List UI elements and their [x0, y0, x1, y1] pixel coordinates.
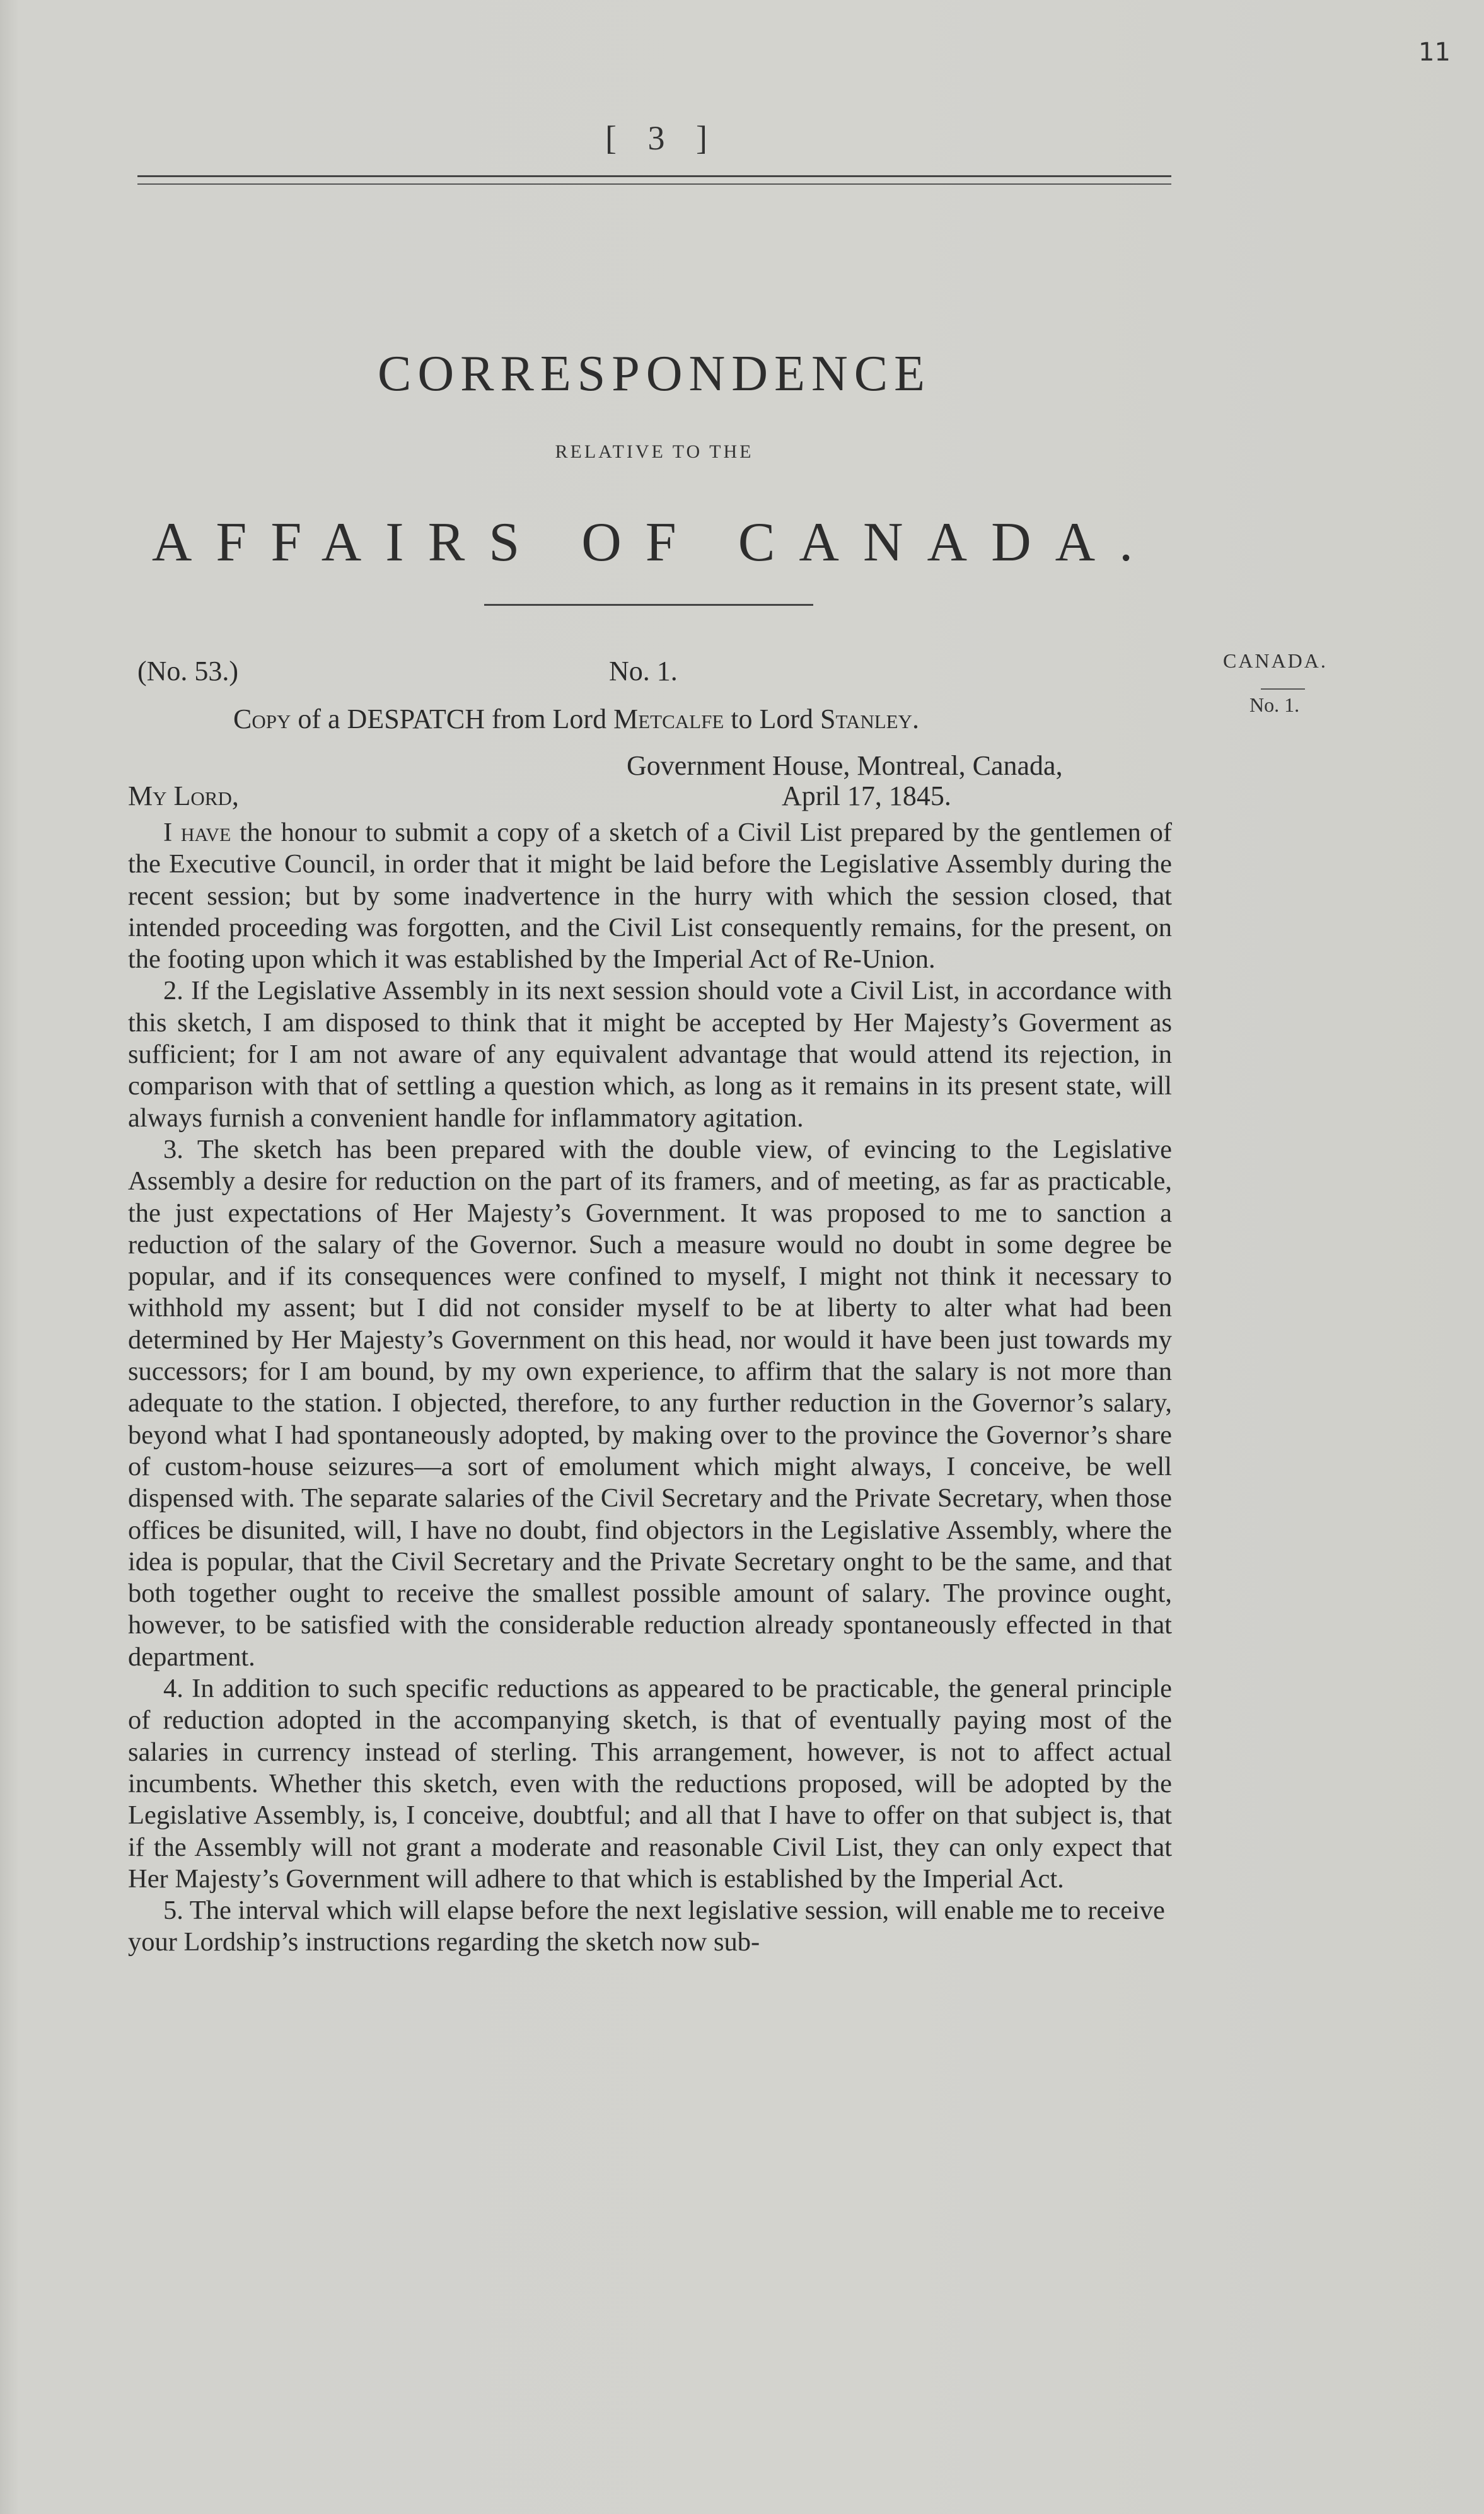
- heading-end: .: [912, 704, 919, 734]
- paragraph-1-text: the honour to submit a copy of a sketch of a Civil List prepared by the gentlemen of the Executive Council, in order that it might be laid before the Legislative Assembly during the recent session; but by some inadvertence in the hurry with which the session closed, that intended proceeding was forgotten, and the Civil List consequently remains, for the present, on the footing upon which it was established by the Imperial Act of Re-Union.: [128, 818, 1172, 975]
- margin-note-place: CANADA.: [1223, 649, 1328, 672]
- document-title-secondary: AFFAIRS OF CANADA.: [151, 512, 1157, 573]
- despatch-heading: [233, 704, 919, 735]
- paragraph-3: 3. The sketch has been prepared with the double view, of evincing to the Legislative Assembly a desire for reduction on the part of its framers, and of meeting, as far as practicable, the just expectations of Her Majesty’s Government. It was proposed to me to sanction a reduction of the salary of the Governor. Such a measure would no doubt in some degree be popular, and if its consequences were confined to myself, I might not think it necessary to withhold my assent; but I did not consider myself to be at liberty to alter what had been determined by Her Majesty’s Government on this head, nor would it have been just towards my successors; for I am bound, by my own experience, to affirm that the salary is not more than adequate to the station. I objected, therefore, to any further reduction in the Governor’s salary, beyond what I had spontaneously adopted, by making over to the province the Governor’s share of custom-house seizures—a sort of emolument which might always, I conceive, be well dispensed with. The separate salaries of the Civil Secretary and the Private Secretary, when those offices be disunited, will, I have no doubt, find objectors in the Legislative Assembly, where the idea is popular, that the Civil Secretary and the Private Secretary onght to be the same, and that both together ought to receive the smallest possible amount of salary. The province ought, however, to be satisfied with the considerable reduction already spontaneously effected in that department.: [128, 1134, 1172, 1672]
- despatch-number: No. 1.: [609, 656, 678, 686]
- leaf-number: 11: [1418, 38, 1451, 67]
- paragraph-1-opening: I have: [163, 818, 231, 847]
- despatch-reference: (No. 53.): [137, 656, 239, 686]
- title-divider: [484, 604, 813, 606]
- heading-sender: Metcalfe: [613, 704, 724, 734]
- salutation: My Lord,: [128, 780, 239, 811]
- letter-date: April 17, 1845.: [782, 780, 951, 811]
- paragraph-1: [128, 817, 1172, 975]
- heading-copy-word: Copy: [233, 704, 291, 734]
- paragraph-4: 4. In addition to such specific reductions as appeared to be practicable, the general principle of reduction adopted in the accompanying sketch, is that of eventually paying most of the salaries in currency instead of sterling. This arrangement, however, is not to affect actual incumbents. Whether this sketch, even with the reductions proposed, will be adopted by the Legislative Assembly, is, I conceive, doubtful; and all that I have to offer on that subject is, that if the Assembly will not grant a moderate and reasonable Civil List, they can only expect that Her Majesty’s Government will adhere to that which is established by the Imperial Act.: [128, 1674, 1172, 1894]
- margin-note-number: No. 1.: [1249, 693, 1300, 716]
- heading-recipient: Stanley: [820, 704, 912, 734]
- document-subtitle: RELATIVE TO THE: [555, 441, 754, 462]
- address-line: Government House, Montreal, Canada,: [627, 750, 1063, 781]
- header-double-rule: [137, 175, 1171, 185]
- document-title: CORRESPONDENCE: [378, 346, 931, 402]
- letter-body: [128, 817, 1172, 1959]
- margin-note-rule: [1261, 688, 1305, 690]
- paragraph-2: 2. If the Legislative Assembly in its next session should vote a Civil List, in accordance with this sketch, I am disposed to think that it might be accepted by Her Majesty’s Goverment as sufficient; for I am not aware of any equivalent advantage that would attend its rejection, in comparison with that of settling a question which, as long as it remains in its present state, will always furnish a convenient handle for inflammatory agitation.: [128, 976, 1172, 1133]
- paragraph-5: 5. The interval which will elapse before the next legislative session, will enable me to receive your Lordship’s instructions regarding the sketch now sub-: [128, 1896, 1165, 1957]
- page-number: [ 3 ]: [605, 119, 719, 157]
- heading-text: of a DESPATCH from Lord: [291, 704, 614, 734]
- heading-to: to Lord: [724, 704, 821, 734]
